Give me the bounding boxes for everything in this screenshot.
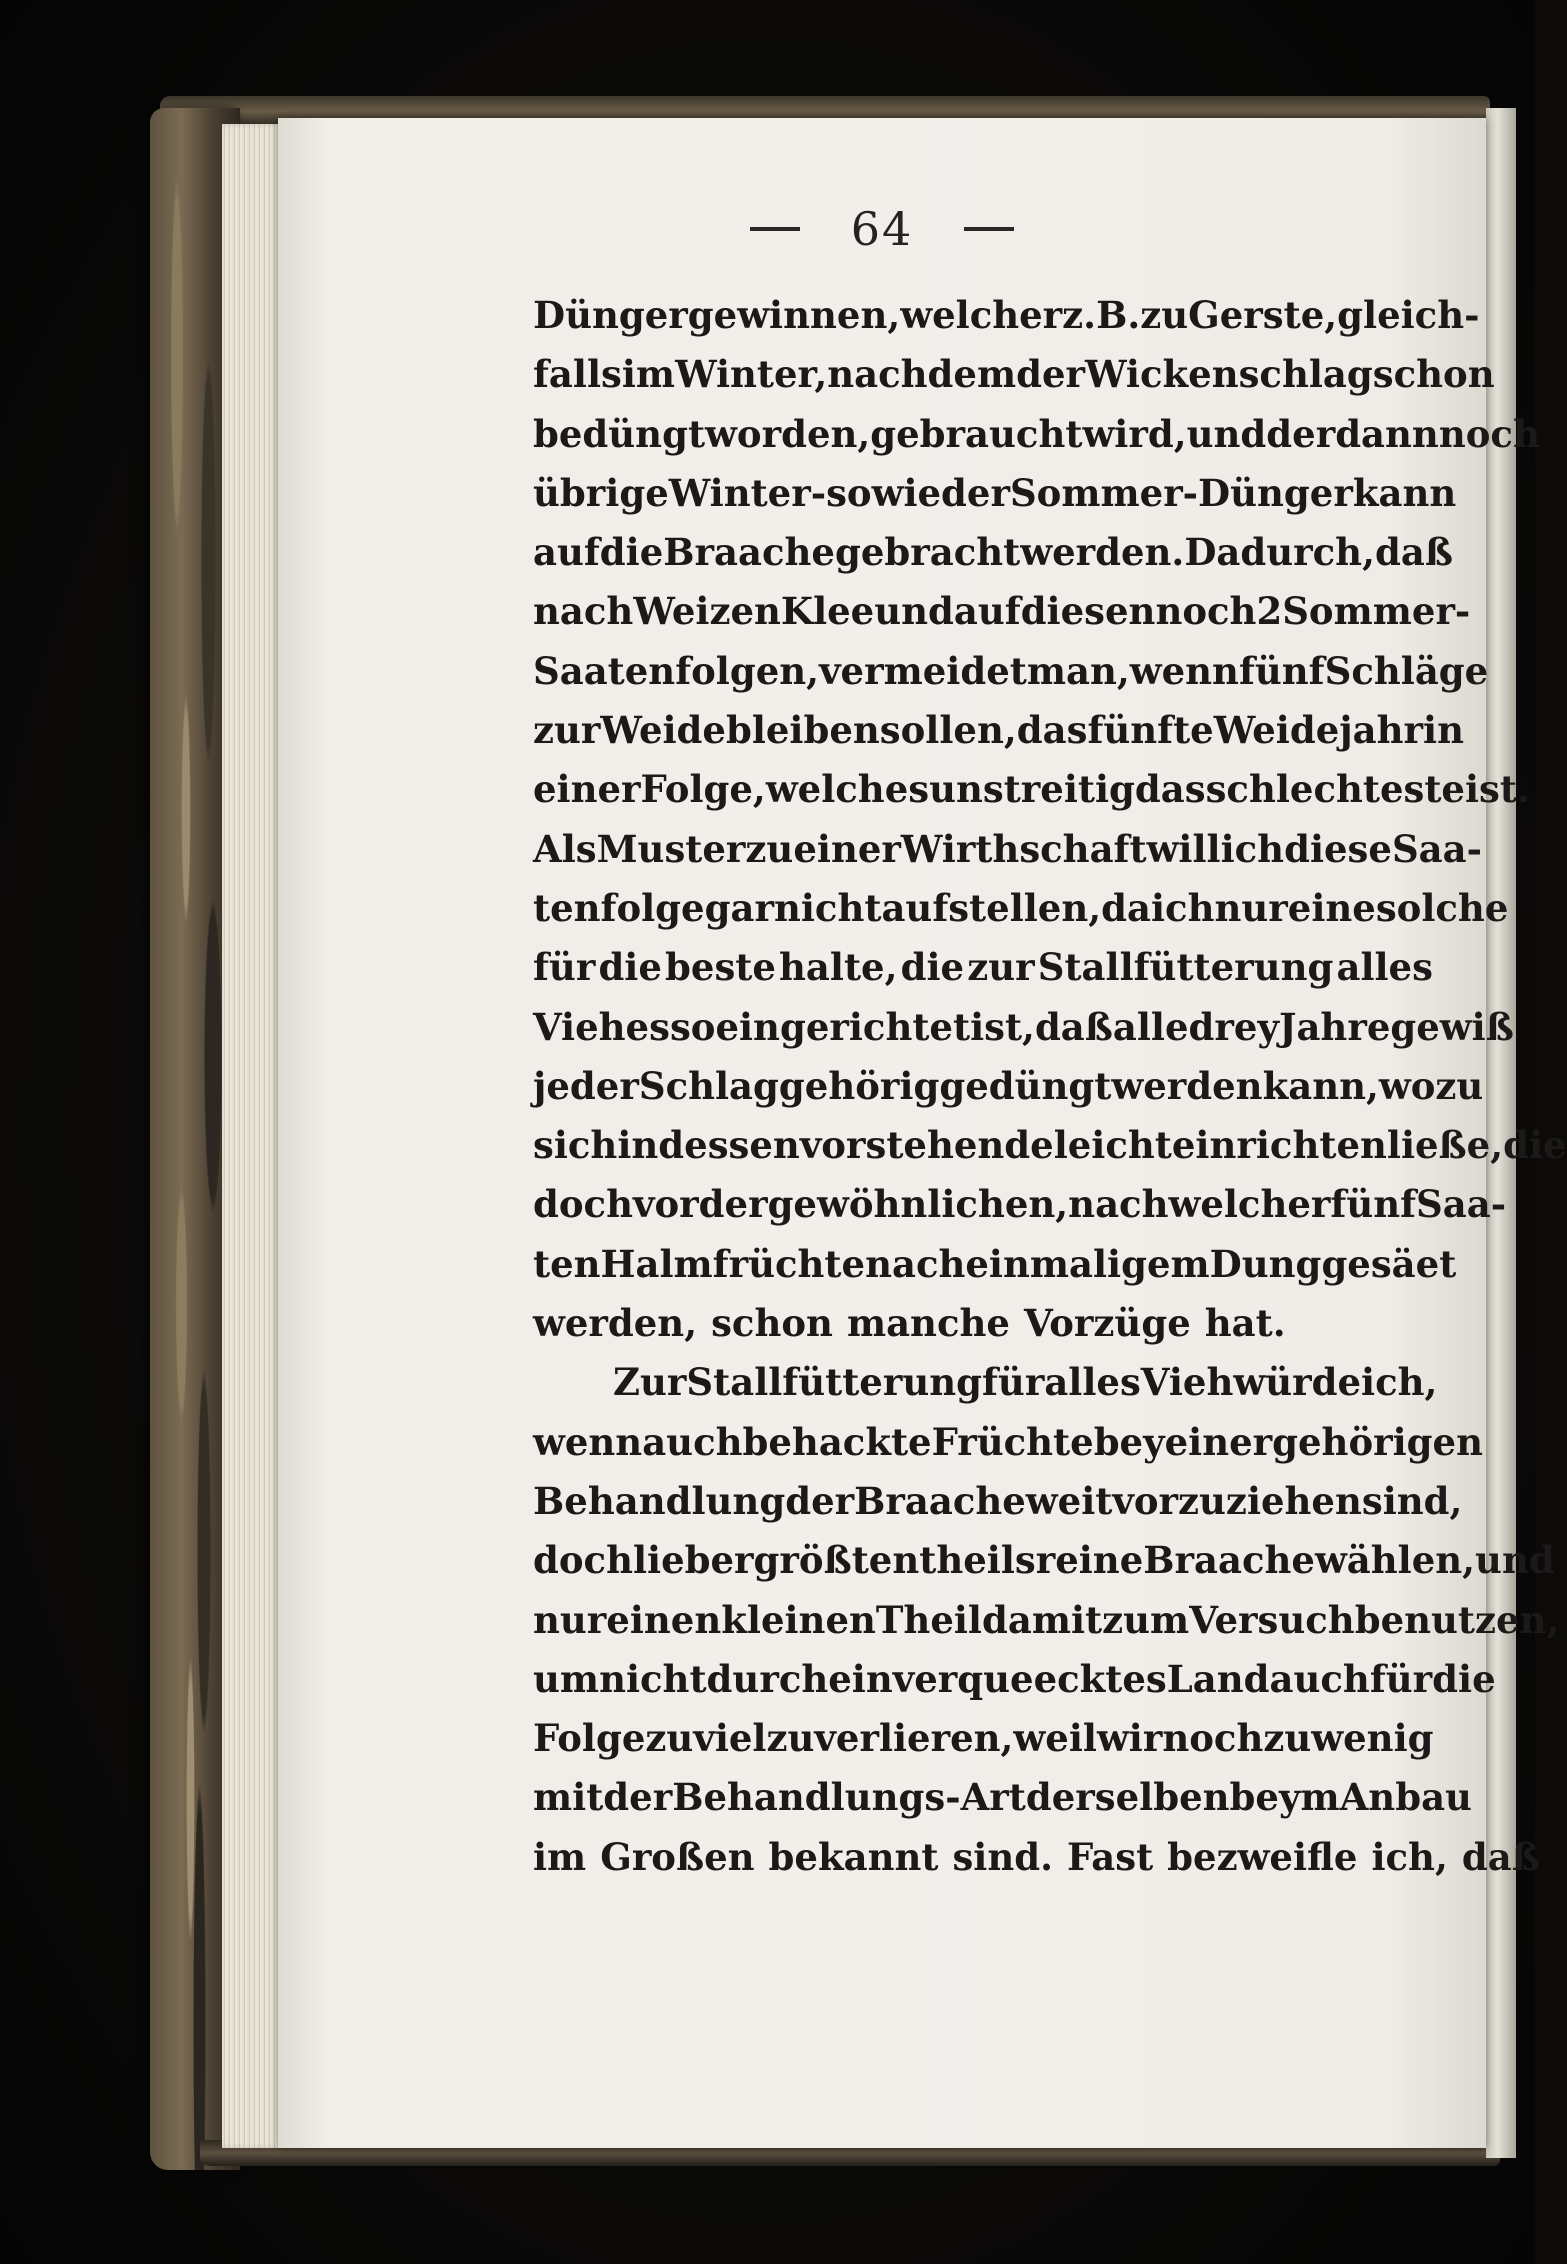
text-line: Dünger gewinnen, welcher z. B. zu Gerste, gleich- bbox=[533, 293, 1480, 337]
text-line: Saaten folgen, vermeidet man, wenn fünf Schläge bbox=[533, 648, 1489, 693]
text-line: mit der Behandlungs-Art derselben beym Anbau bbox=[533, 1775, 1472, 1820]
text-line: im Großen bekannt sind. Fast bezweifle ich, daß bbox=[533, 1834, 1540, 1879]
header-dash-right bbox=[964, 227, 1014, 231]
book-page bbox=[278, 118, 1567, 2148]
text-line: Behandlung der Braache weit vorzuziehen sind, bbox=[533, 1478, 1463, 1523]
text-line: Viehes so eingerichtet ist, daß alle drey Jahre gewiß bbox=[533, 1004, 1514, 1049]
text-line: doch vor der gewöhnlichen, nach welcher fünf Saa- bbox=[533, 1182, 1507, 1227]
page-edges bbox=[222, 124, 282, 2148]
text-line: übrige Winter- so wie der Sommer-Dünger kann bbox=[533, 470, 1457, 515]
text-line: nach Weizen Klee und auf diesen noch 2 Sommer- bbox=[533, 589, 1471, 634]
text-line: nur einen kleinen Theil damit zum Versuch benutzen, bbox=[533, 1597, 1560, 1642]
text-line: tenfolge gar nicht aufstellen, da ich nur eine solche bbox=[533, 885, 1509, 930]
text-line: Als Muster zu einer Wirthschaft will ich diese Saa- bbox=[533, 826, 1482, 871]
text-line: einer Folge, welches unstreitig das schlechteste ist. bbox=[533, 767, 1530, 812]
text-line: sich indessen vorstehende leicht einrichten ließe, die bbox=[533, 1123, 1567, 1168]
text-line: Folge zu viel zu verlieren, weil wir noch zu wenig bbox=[533, 1716, 1434, 1761]
body-text bbox=[533, 286, 1567, 1887]
text-line: auf die Braache gebracht werden. Dadurch, daß bbox=[533, 530, 1453, 575]
text-line: zur Weide bleiben sollen, das fünfte Weidejahr in bbox=[533, 708, 1464, 753]
text-line: bedüngt worden, gebraucht wird, und der dann noch bbox=[533, 411, 1540, 456]
text-line: um nicht durch ein verqueecktes Land auch für die bbox=[533, 1656, 1496, 1701]
header-dash-left bbox=[750, 227, 800, 231]
text-line: jeder Schlag gehörig gedüngt werden kann, wozu bbox=[533, 1063, 1484, 1108]
text-line: für die beste halte, die zur Stallfütterung alles bbox=[533, 945, 1433, 990]
text-line: doch lieber größtentheils reine Braache wählen, und bbox=[533, 1538, 1555, 1583]
page-number: 64 bbox=[850, 202, 914, 256]
text-line: ten Halmfrüchte nach einmaligem Dung gesäet bbox=[533, 1241, 1457, 1286]
page-header bbox=[278, 198, 1486, 256]
text-line: wenn auch behackte Früchte bey einer gehörigen bbox=[533, 1419, 1483, 1464]
text-line: Zur Stallfütterung für alles Vieh würde ich, bbox=[613, 1360, 1438, 1405]
text-line: falls im Winter, nachdem der Wickenschlag schon bbox=[533, 352, 1495, 397]
text-line: werden, schon manche Vorzüge hat. bbox=[533, 1301, 1286, 1346]
